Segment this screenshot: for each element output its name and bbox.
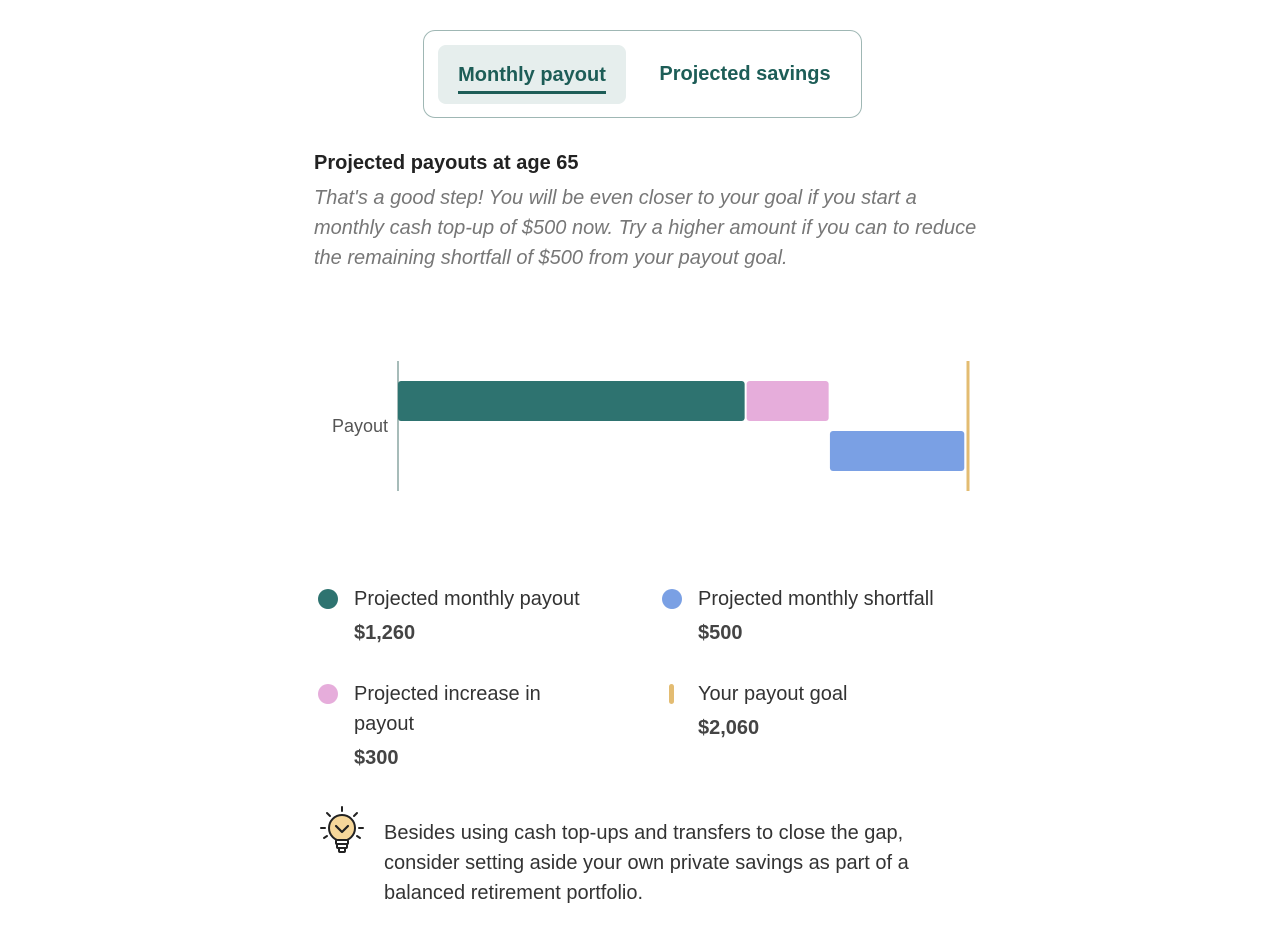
legend-value-increase: $300 [354, 747, 399, 769]
chart-category-label: Payout [331, 416, 388, 436]
legend-value-goal: $2,060 [698, 717, 760, 739]
legend-label-goal: Your payout goal [698, 683, 848, 705]
legend-dot-shortfall [662, 589, 682, 609]
tab-monthly-payout[interactable] [438, 45, 626, 104]
legend-label-increase-line1: Projected increase in [354, 683, 541, 705]
payout-chart [310, 350, 980, 500]
chart-legend [318, 584, 978, 784]
tip-text: Besides using cash top-ups and transfers to close the gap, consider setting aside your own private savings as part of a balanced retirement portfolio. [384, 822, 909, 904]
tab-switcher [423, 30, 862, 118]
bar-projected-increase [747, 381, 829, 421]
section-heading: Projected payouts at age 65 [314, 152, 579, 174]
legend-label-increase-line2: payout [354, 713, 415, 735]
bar-projected-shortfall [830, 431, 964, 471]
legend-goal-marker [669, 684, 674, 704]
legend-label-projected-payout: Projected monthly payout [354, 588, 580, 610]
tab-projected-savings[interactable] [642, 45, 848, 104]
legend-dot-increase [318, 684, 338, 704]
tab-monthly-payout-label: Monthly payout [458, 64, 606, 94]
bar-projected-payout [398, 381, 745, 421]
legend-value-projected-payout: $1,260 [354, 622, 416, 644]
lightbulb-icon [318, 806, 370, 858]
tab-projected-savings-label: Projected savings [659, 63, 831, 85]
section-subtext: That's a good step! You will be even closer to your goal if you start a monthly cash top-up of $500 now. Try a higher amount if you can to reduce the remaining shortfall of $500 from your payout goal. [314, 187, 977, 269]
legend-value-shortfall: $500 [698, 622, 743, 644]
chart-bars [398, 381, 964, 471]
legend-dot-projected-payout [318, 589, 338, 609]
legend-label-shortfall: Projected monthly shortfall [698, 588, 934, 610]
